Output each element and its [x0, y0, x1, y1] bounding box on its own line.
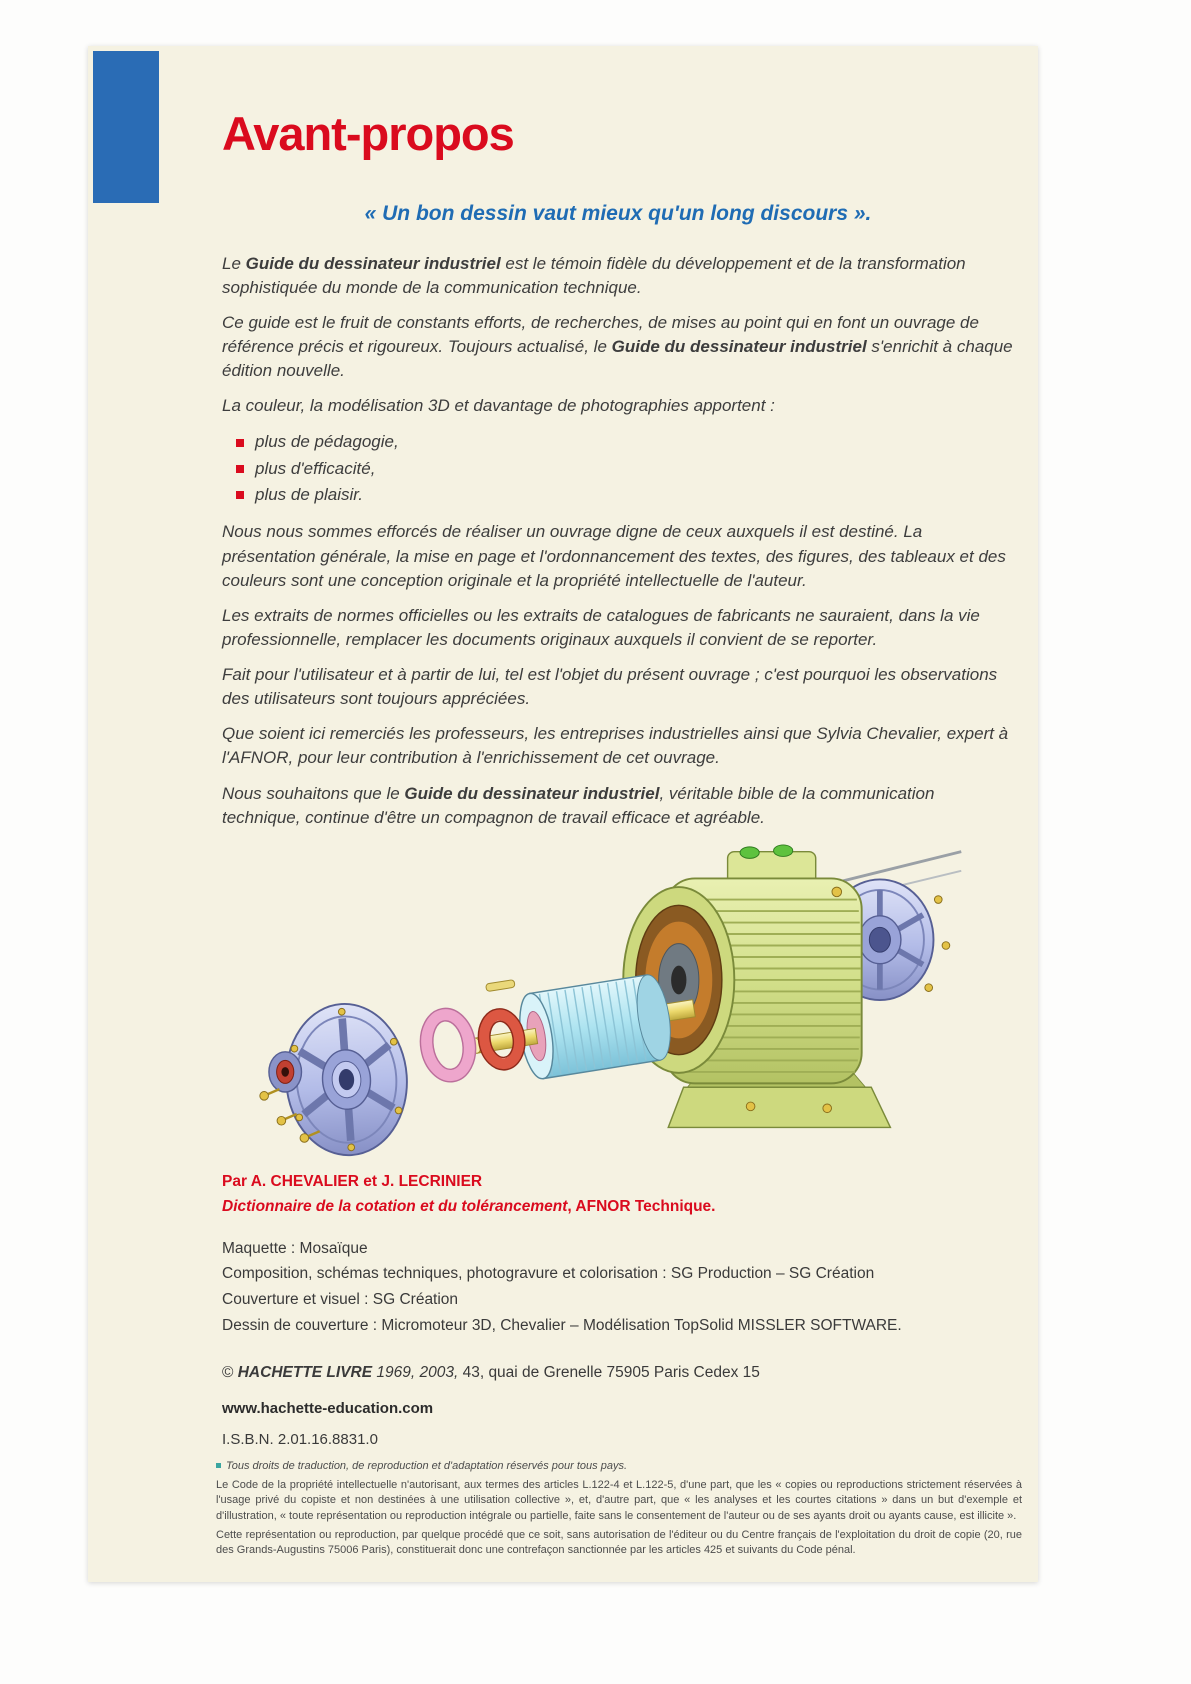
- red-square-bullet-icon: [236, 439, 244, 447]
- isbn-line: I.S.B.N. 2.01.16.8831.0: [222, 1431, 378, 1449]
- credit-line: Couverture et visuel : SG Création: [222, 1290, 459, 1308]
- motor-exploded-view-illustration: [250, 844, 962, 1160]
- body-paragraph: Ce guide est le fruit de constants efforts, de recherches, de mises au point qui en font un ouvrage de référence précis et rigoureux. Toujours actualisé, le Guide du dessinateur industriel s'enrichit à chaque édition nouvelle.: [222, 312, 1013, 381]
- body-paragraph: Nous nous sommes efforcés de réaliser un ouvrage digne de ceux auxquels il est destiné. La présentation générale, la mise en page et l'ordonnancement des textes, des figures, des tableaux et des couleurs sont une conception originale et la propriété intellectuelle de l'auteur.: [222, 522, 1006, 590]
- body-text: [222, 252, 1014, 830]
- bullet-label: plus de plaisir.: [255, 485, 364, 505]
- motor-exploded-figure: [250, 844, 962, 1165]
- credit-line: Composition, schémas techniques, photogravure et colorisation : SG Production – SG Création: [222, 1265, 875, 1283]
- body-paragraph: La couleur, la modélisation 3D et davantage de photographies apportent :: [222, 396, 775, 416]
- epigraph-quote: « Un bon dessin vaut mieux qu'un long discours ».: [364, 201, 872, 225]
- stator-housing: [623, 845, 890, 1127]
- bullet-item: [236, 482, 1014, 508]
- legal-bullet-icon: [216, 1463, 221, 1468]
- bearing-cap: [269, 1052, 302, 1092]
- book-page: [88, 46, 1038, 1582]
- body-paragraph: Le Guide du dessinateur industriel est le témoin fidèle du développement et de la transformation sophistiquée du monde de la communication technique.: [222, 253, 966, 297]
- page-content: [88, 46, 1038, 1559]
- body-paragraph: Nous souhaitons que le Guide du dessinateur industriel, véritable bible de la communication technique, continue d'être un compagnon de travail efficace et agréable.: [222, 783, 935, 827]
- shaft-key: [486, 979, 516, 991]
- legal-notice: [216, 1459, 1022, 1559]
- rights-line: [216, 1459, 1022, 1475]
- rights-text: Tous droits de traduction, de reproduction et d'adaptation réservés pour tous pays.: [226, 1460, 627, 1473]
- chapter-color-band: [93, 51, 159, 203]
- body-paragraph: Fait pour l'utilisateur et à partir de lui, tel est l'objet du présent ouvrage ; c'est pourquoi les observations des utilisateurs sont toujours appréciées.: [222, 665, 998, 709]
- feature-bullet-list: [222, 429, 1014, 508]
- authors-line: Par A. CHEVALIER et J. LECRINIER: [222, 1172, 483, 1190]
- legal-code-paragraph: Le Code de la propriété intellectuelle n'autorisant, aux termes des articles L.122-4 et L.122-5, d'une part, que les « copies ou reproductions strictement réservées à l'usage privé du copiste et non destinées à une utilisation collective », et, d'autre part, que « les analyses et les courtes citations » dans un but d'exemple et d'illustration, « toute représentation ou reproduction intégrale ou partielle, faite sans le consentement de l'auteur ou de ses ayants droit ou ayants cause, est illicite ».: [216, 1478, 1022, 1522]
- page-title: Avant-propos: [222, 107, 514, 160]
- copyright-line: © HACHETTE LIVRE 1969, 2003, 43, quai de Grenelle 75905 Paris Cedex 15: [222, 1364, 760, 1382]
- bullet-label: plus de pédagogie,: [255, 432, 399, 452]
- body-paragraph: Que soient ici remerciés les professeurs, les entreprises industrielles ainsi que Sylvia Chevalier, expert à l'AFNOR, pour leur contribution à l'enrichissement de cet ouvrage.: [222, 724, 1009, 768]
- bullet-item: [236, 456, 1014, 482]
- reference-title-line: Dictionnaire de la cotation et du tolérancement, AFNOR Technique.: [222, 1197, 716, 1215]
- credit-line: Dessin de couverture : Micromoteur 3D, Chevalier – Modélisation TopSolid MISSLER SOFTWARE.: [222, 1316, 902, 1334]
- bullet-item: [236, 429, 1014, 455]
- bullet-label: plus d'efficacité,: [255, 458, 376, 478]
- publisher-website: www.hachette-education.com: [222, 1400, 434, 1418]
- bearing-seal-ring: [415, 1004, 480, 1085]
- body-paragraph: Les extraits de normes officielles ou les extraits de catalogues de fabricants ne sauraient, dans la vie professionnelle, remplacer les documents originaux auxquels il convient de se reporter.: [222, 605, 980, 649]
- legal-penal-paragraph: Cette représentation ou reproduction, par quelque procédé que ce soit, sans autorisation de l'éditeur ou du Centre français de l'exploitation du droit de copie (20, rue des Grands-Augustins 75006 Paris), constituerait donc une contrefaçon sanctionnée par les articles 425 et suivants du Code pénal.: [216, 1528, 1022, 1557]
- red-square-bullet-icon: [236, 465, 244, 473]
- credit-line: Maquette : Mosaïque: [222, 1239, 368, 1257]
- red-square-bullet-icon: [236, 491, 244, 499]
- production-credits: [222, 1236, 1014, 1338]
